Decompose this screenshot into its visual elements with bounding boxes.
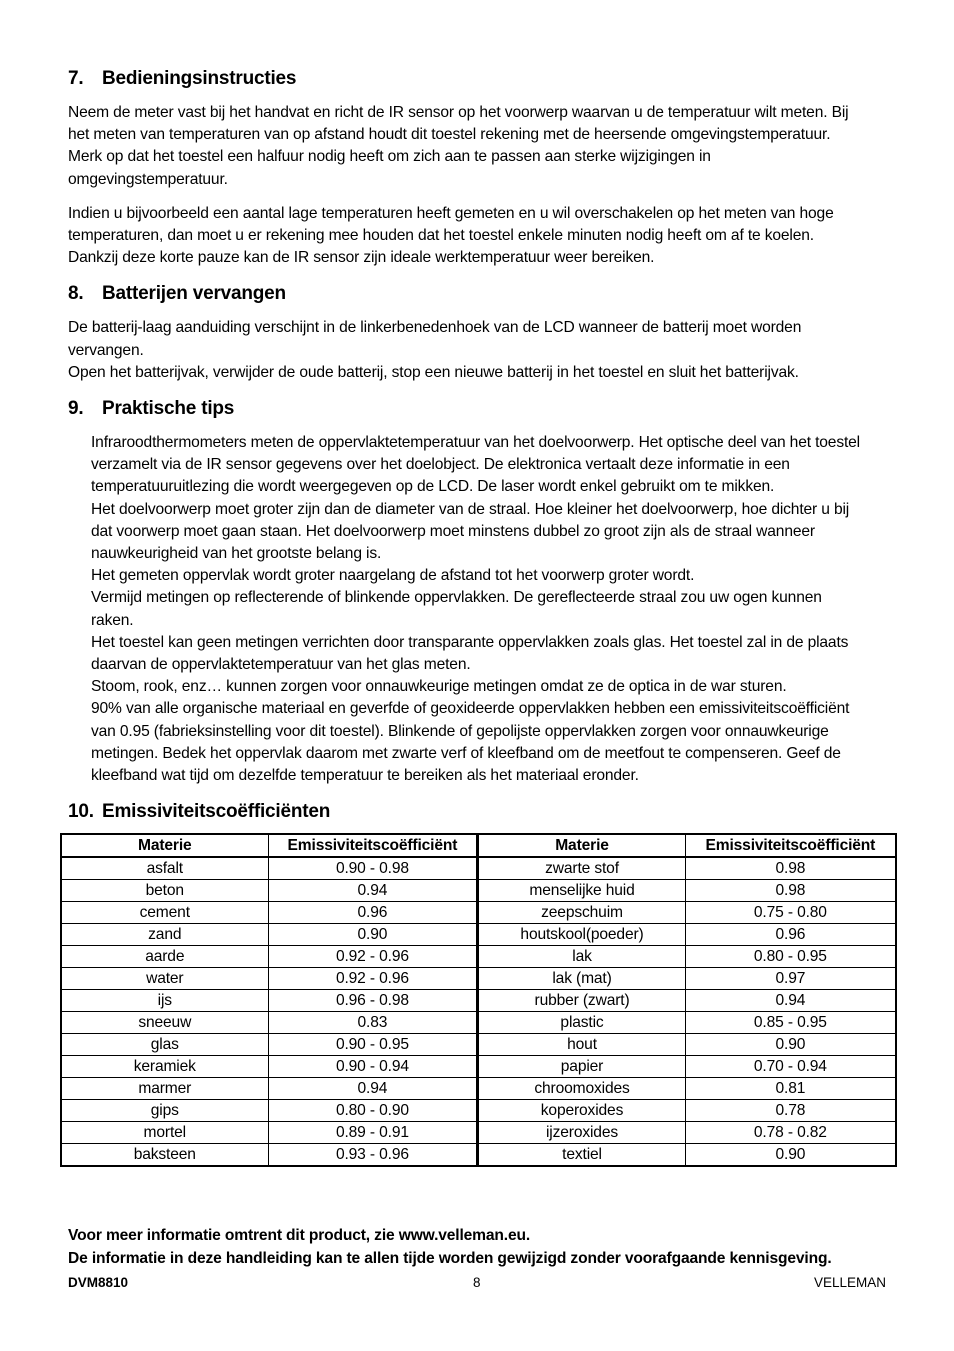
material-cell: asfalt [61,857,268,880]
table-row [61,990,896,1012]
model-number: DVM8810 [68,1275,129,1290]
material-cell: zwarte stof [478,857,685,880]
material-cell: hout [478,1034,685,1056]
table-row [61,1144,896,1167]
coefficient-cell: 0.90 [268,924,478,946]
section-8-paragraph: De batterij-laag aanduiding verschijnt in de linkerbenedenhoek van de LCD wanneer de batterij moet worden vervangen. Open het batterijvak, verwijder de oude batterij, stop een nieuwe batterij in het toestel en sluit het batterijvak. [68,319,802,381]
coefficient-cell: 0.98 [685,880,896,902]
table-row [61,946,896,968]
coefficient-cell: 0.97 [685,968,896,990]
coefficient-cell: 0.70 - 0.94 [685,1056,896,1078]
material-cell: chroomoxides [478,1078,685,1100]
coefficient-cell: 0.90 - 0.95 [268,1034,478,1056]
coefficient-cell: 0.92 - 0.96 [268,946,478,968]
table-row [61,1012,896,1034]
column-header: Materie [61,834,268,857]
material-cell: papier [478,1056,685,1078]
coefficient-cell: 0.85 - 0.95 [685,1012,896,1034]
material-cell: lak [478,946,685,968]
column-header: Materie [478,834,685,857]
column-header: Emissiviteitscoëfficiënt [268,834,478,857]
material-cell: ijzeroxides [478,1122,685,1144]
section-9-heading: 9. Praktische tips [68,398,235,420]
coefficient-cell: 0.96 [685,924,896,946]
coefficient-cell: 0.83 [268,1012,478,1034]
more-info-note: Voor meer informatie omtrent dit product, zie www.velleman.eu. [68,1227,531,1244]
coefficient-cell: 0.81 [685,1078,896,1100]
document-page [68,66,894,1167]
section-7-paragraph-2: Indien u bijvoorbeeld een aantal lage temperaturen heeft gemeten en u wil overschakelen op het meten van hoge temperaturen, dan moet u er rekening mee houden dat het toestel enkele minuten nodig heeft om af te koelen. Dankzij deze korte pauze kan de IR sensor zijn ideale werktemperatuur weer bereiken. [68,204,834,267]
column-header: Emissiviteitscoëfficiënt [685,834,896,857]
table-row [61,880,896,902]
coefficient-cell: 0.78 - 0.82 [685,1122,896,1144]
page-number: 8 [473,1275,481,1290]
brand-name: VELLEMAN [813,1275,886,1290]
material-cell: cement [61,902,268,924]
coefficient-cell: 0.90 [685,1034,896,1056]
table-row [61,968,896,990]
material-cell: zeepschuim [478,902,685,924]
section-10-heading: 10. Emissiviteitscoëfficiënten [68,801,331,823]
footer-notes [68,1224,908,1270]
coefficient-cell: 0.90 - 0.98 [268,857,478,880]
disclaimer-note: De informatie in deze handleiding kan te allen tijde worden gewijzigd zonder voorafgaande kennisgeving. [68,1250,832,1267]
coefficient-cell: 0.93 - 0.96 [268,1144,478,1167]
material-cell: lak (mat) [478,968,685,990]
material-cell: ijs [61,990,268,1012]
coefficient-cell: 0.94 [685,990,896,1012]
material-cell: beton [61,880,268,902]
material-cell: plastic [478,1012,685,1034]
section-7-heading: 7. Bedieningsinstructies [68,68,297,89]
material-cell: menselijke huid [478,880,685,902]
material-cell: zand [61,924,268,946]
coefficient-cell: 0.96 [268,902,478,924]
table-header-row [61,834,896,857]
table-row [61,1056,896,1078]
coefficient-cell: 0.98 [685,857,896,880]
material-cell: mortel [61,1122,268,1144]
section-7-paragraph-1: Neem de meter vast bij het handvat en richt de IR sensor op het voorwerp waarvan u de temperatuur wilt meten. Bij het meten van temperaturen van op afstand houdt dit toestel rekening met de heersende omgevingstemperatuur. Merk op dat het toestel een halfuur nodig heeft om zich aan te passen aan sterke wijzigingen in omgevingstemperatuur. [68,104,849,188]
table-row [61,1100,896,1122]
table-row [61,902,896,924]
material-cell: textiel [478,1144,685,1167]
coefficient-cell: 0.80 - 0.90 [268,1100,478,1122]
coefficient-cell: 0.90 - 0.94 [268,1056,478,1078]
coefficient-cell: 0.78 [685,1100,896,1122]
coefficient-cell: 0.75 - 0.80 [685,902,896,924]
material-cell: gips [61,1100,268,1122]
material-cell: water [61,968,268,990]
emissivity-table [60,833,897,1167]
material-cell: glas [61,1034,268,1056]
material-cell: marmer [61,1078,268,1100]
coefficient-cell: 0.80 - 0.95 [685,946,896,968]
material-cell: baksteen [61,1144,268,1167]
coefficient-cell: 0.94 [268,1078,478,1100]
material-cell: koperoxides [478,1100,685,1122]
material-cell: keramiek [61,1056,268,1078]
material-cell: sneeuw [61,1012,268,1034]
table-row [61,924,896,946]
table-row [61,1078,896,1100]
section-9-paragraph: Infraroodthermometers meten de oppervlaktetemperatuur van het doelvoorwerp. Het optische deel van het toestel verzamelt via de IR sensor gegevens over het doelobject. De elektronica vertaalt deze informatie in een temperatuuruitlezing die wordt weergegeven op de LCD. De laser wordt enkel gebruikt om te mikken. Het doelvoorwerp moet groter zijn dan de diameter van de straal. Hoe kleiner het doelvoorwerp, hoe dichter u bij dat voorwerp moet gaan staan. Het doelvoorwerp moet minstens dubbel zo groot zijn als de straal wanneer nauwkeurigheid van het grootste belang is. Het gemeten oppervlak wordt groter naargelang de afstand tot het voorwerp groter wordt. Vermijd metingen op reflecterende of blinkende oppervlakken. De gereflecteerde straal zou uw ogen kunnen raken. Het toestel kan geen metingen verrichten door transparante oppervlakken zoals glas. Het toestel zal in de plaats daarvan de oppervlaktetemperatuur van het glas meten. Stoom, rook, enz… kunnen zorgen voor onnauwkeurige metingen omdat ze de optica in de war sturen. 90% van alle organische materiaal en geverfde of geoxideerde oppervlakken hebben een emissiviteitscoëfficiënt van 0.95 (fabrieksinstelling voor dit toestel). Blinkende of gepolijste oppervlakken zorgen voor onnauwkeurige metingen. Bedek het oppervlak daarom met zwarte verf of kleefband om de meetfout te compenseren. Geef de kleefband wat tijd om dezelfde temperatuur te bereiken als het materiaal eronder. [91,434,860,785]
table-row [61,857,896,880]
material-cell: aarde [61,946,268,968]
table-row [61,1122,896,1144]
material-cell: houtskool(poeder) [478,924,685,946]
material-cell: rubber (zwart) [478,990,685,1012]
coefficient-cell: 0.90 [685,1144,896,1167]
section-8-heading: 8. Batterijen vervangen [68,283,286,305]
coefficient-cell: 0.92 - 0.96 [268,968,478,990]
table-row [61,1034,896,1056]
coefficient-cell: 0.94 [268,880,478,902]
coefficient-cell: 0.96 - 0.98 [268,990,478,1012]
coefficient-cell: 0.89 - 0.91 [268,1122,478,1144]
